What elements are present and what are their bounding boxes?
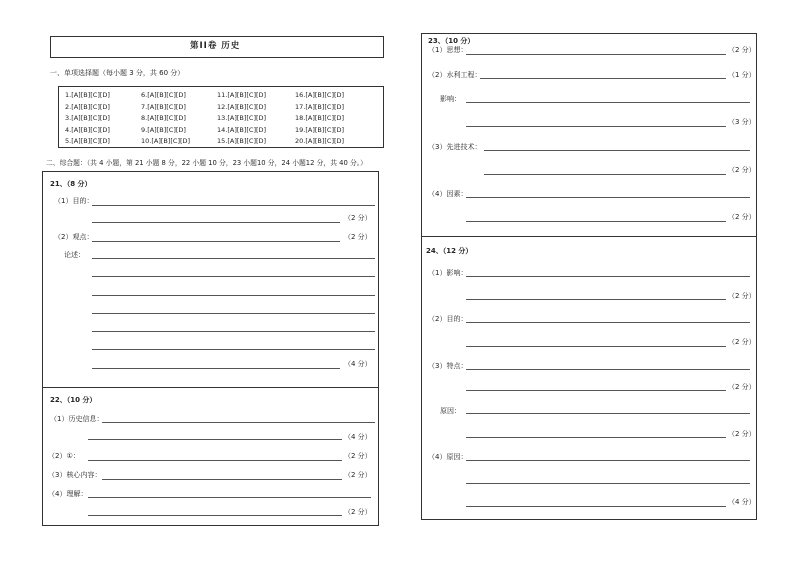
q24-part4-label: （4）原因： [428, 453, 468, 461]
answer-line[interactable] [92, 276, 375, 277]
answer-line[interactable] [466, 506, 726, 507]
choice-item[interactable]: 11.[A][B][C][D] [217, 91, 267, 99]
q23-part2b-label: 影响： [440, 95, 461, 103]
q21-part1-score: （2 分） [344, 214, 372, 222]
choice-item[interactable]: 15.[A][B][C][D] [217, 137, 267, 145]
choice-item[interactable]: 5.[A][B][C][D] [65, 137, 110, 145]
answer-line[interactable] [466, 126, 726, 127]
q23-part1-score: （2 分） [728, 46, 756, 54]
q22-heading: 22、（10 分） [50, 396, 97, 404]
answer-line[interactable] [92, 349, 375, 350]
answer-line[interactable] [480, 78, 726, 79]
section1-title: 一、单项选择题（每小题 3 分，共 60 分） [50, 69, 185, 77]
answer-line[interactable] [466, 369, 750, 370]
q24-part2-score: （2 分） [728, 338, 756, 346]
answer-line[interactable] [466, 413, 750, 414]
answer-line[interactable] [466, 346, 726, 347]
q22-part1-label: （1）历史信息： [50, 415, 104, 423]
choice-item[interactable]: 2.[A][B][C][D] [65, 102, 110, 111]
q24-part1-label: （1）影响： [428, 269, 468, 277]
q24-part2-label: （2）目的： [428, 315, 468, 323]
choice-item[interactable]: 4.[A][B][C][D] [65, 125, 110, 134]
choice-item[interactable]: 7.[A][B][C][D] [141, 102, 186, 111]
q22-part3-score: （2 分） [344, 471, 372, 479]
answer-line[interactable] [484, 174, 726, 175]
choice-item[interactable]: 17.[A][B][C][D] [295, 102, 345, 111]
answer-line[interactable] [466, 221, 726, 222]
q24-part3-label: （3）特点： [428, 362, 468, 370]
answer-line[interactable] [92, 258, 375, 259]
q23-heading: 23、（10 分） [428, 37, 475, 45]
q21-part2-label: （2）观点： [54, 233, 94, 241]
q24-part4-score: （4 分） [728, 498, 756, 506]
answer-line[interactable] [466, 197, 750, 198]
q23-part2-label: （2）水利工程： [428, 71, 482, 79]
answer-line[interactable] [92, 295, 375, 296]
q23-part3-score: （2 分） [728, 166, 756, 174]
choice-item[interactable]: 9.[A][B][C][D] [141, 125, 186, 134]
q23-part4-label: （4）因素： [428, 190, 468, 198]
choice-item[interactable]: 8.[A][B][C][D] [141, 114, 186, 122]
choice-item[interactable]: 14.[A][B][C][D] [217, 125, 267, 134]
q21-q22-divider [42, 387, 379, 388]
page-title: 第II卷 历史 [190, 41, 241, 51]
q23-part4-score: （2 分） [728, 213, 756, 221]
answer-line[interactable] [92, 313, 375, 314]
answer-line[interactable] [466, 460, 750, 461]
answer-line[interactable] [92, 222, 340, 223]
choice-item[interactable]: 16.[A][B][C][D] [295, 91, 345, 99]
q21-heading: 21、（8 分） [50, 180, 92, 188]
answer-line[interactable] [466, 299, 726, 300]
answer-line[interactable] [466, 102, 750, 103]
q21-part2-score: （2 分） [344, 233, 372, 241]
q22-part2-label: （2）①： [48, 452, 80, 460]
choice-item[interactable]: 3.[A][B][C][D] [65, 114, 110, 122]
answer-line[interactable] [92, 241, 340, 242]
choice-column-2 [141, 90, 190, 148]
q21-part3-score: （4 分） [344, 360, 372, 368]
answer-line[interactable] [466, 390, 726, 391]
choice-column-3 [217, 90, 266, 148]
q24-part1-score: （2 分） [728, 292, 756, 300]
answer-line[interactable] [88, 439, 342, 440]
q21-part1-label: （1）目的： [54, 197, 94, 205]
answer-line[interactable] [102, 422, 375, 423]
answer-line[interactable] [466, 437, 726, 438]
answer-line[interactable] [466, 276, 750, 277]
q22-part1-score: （4 分） [344, 433, 372, 441]
q23-part3-label: （3）先进技术： [428, 143, 482, 151]
answer-line[interactable] [88, 460, 342, 461]
answer-line[interactable] [92, 368, 340, 369]
choice-item[interactable]: 13.[A][B][C][D] [217, 114, 267, 122]
choice-item[interactable]: 6.[A][B][C][D] [141, 91, 186, 99]
section2-title: 二、综合题：（共 4 小题，第 21 小题 8 分，22 小题 10 分，23 小题10 分，24 小题12 分，共 40 分。） [46, 159, 367, 167]
choice-answer-grid [58, 86, 384, 148]
q23-part2b-score: （3 分） [728, 118, 756, 126]
answer-line[interactable] [484, 150, 750, 151]
q21-part3-label: 论述： [64, 251, 85, 259]
answer-line[interactable] [466, 54, 726, 55]
choice-item[interactable]: 12.[A][B][C][D] [217, 102, 267, 111]
q24-part3b-score: （2 分） [728, 430, 756, 438]
q22-part3-label: （3）核心内容： [48, 471, 102, 479]
q23-part2-score: （1 分） [728, 71, 756, 79]
choice-item[interactable]: 1.[A][B][C][D] [65, 91, 110, 99]
answer-line[interactable] [466, 322, 750, 323]
answer-line[interactable] [92, 205, 375, 206]
q23-part1-label: （1）思想： [428, 46, 468, 54]
choice-item[interactable]: 18.[A][B][C][D] [295, 114, 345, 122]
q24-part3-score: （2 分） [728, 383, 756, 391]
choice-item[interactable]: 20.[A][B][C][D] [295, 137, 345, 145]
choice-item[interactable]: 19.[A][B][C][D] [295, 125, 345, 134]
choice-column-1 [65, 90, 110, 148]
choice-column-4 [295, 90, 344, 148]
answer-line[interactable] [88, 515, 342, 516]
answer-line[interactable] [466, 483, 750, 484]
q22-part2-score: （2 分） [344, 452, 372, 460]
choice-item[interactable]: 10.[A][B][C][D] [141, 137, 191, 145]
q24-part3b-label: 原因： [440, 407, 461, 415]
answer-line[interactable] [88, 497, 371, 498]
answer-line[interactable] [92, 331, 375, 332]
q23-q24-divider [421, 236, 757, 237]
q24-heading: 24、（12 分） [426, 247, 473, 255]
answer-line[interactable] [102, 479, 342, 480]
q22-part4-score: （2 分） [344, 508, 372, 516]
q22-part4-label: （4）理解： [48, 490, 88, 498]
